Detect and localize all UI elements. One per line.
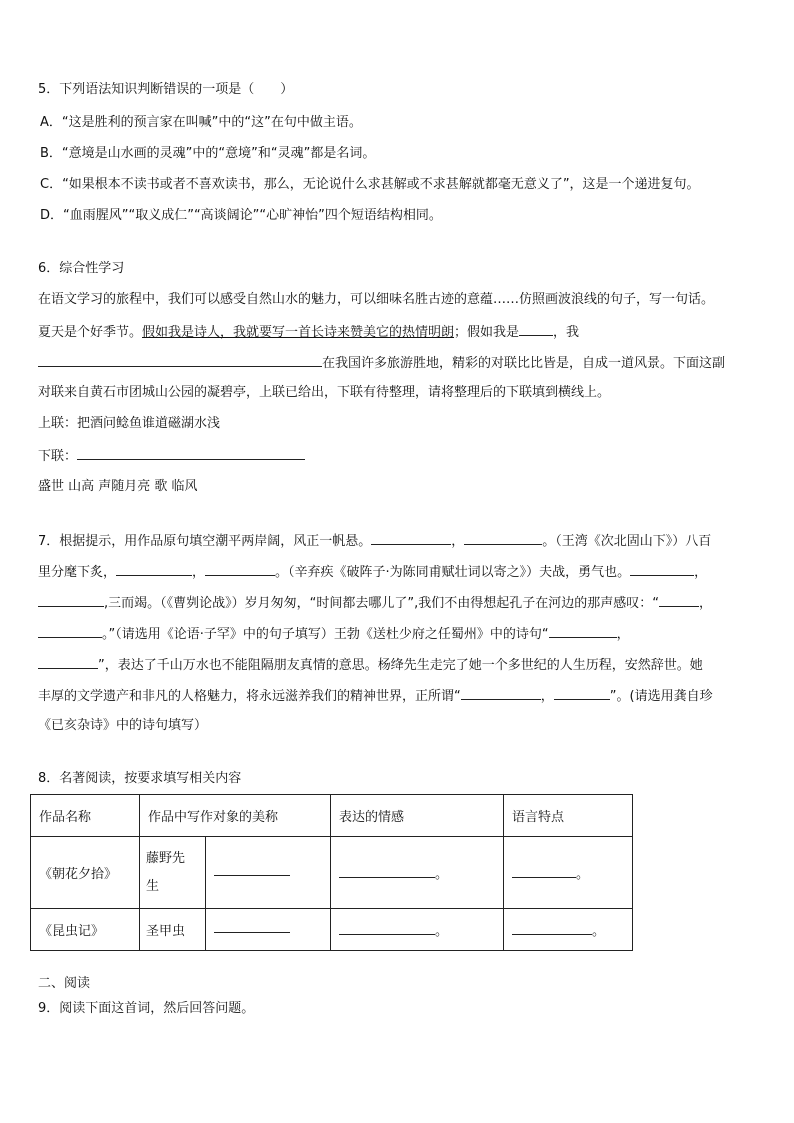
row-blank-cell: 。 — [331, 837, 504, 909]
row-blank-cell — [205, 837, 330, 909]
q5-option-a: A．“这是胜利的预言家在叫喊”中的“这”在句中做主语。 — [40, 115, 362, 130]
answer-blank[interactable] — [38, 656, 98, 669]
q9-stem: 9．阅读下面这首词，然后回答问题。 — [38, 1001, 255, 1016]
row-blank-cell: 。 — [331, 909, 504, 951]
header-language: 语言特点 — [504, 795, 633, 837]
row-work: 《昆虫记》 — [31, 909, 140, 951]
q7-line7: 《已亥杂诗》中的诗句填写） — [38, 718, 208, 733]
answer-blank[interactable] — [38, 354, 322, 367]
row-subject: 圣甲虫 — [140, 909, 206, 951]
q5-stem: 5．下列语法知识判断错误的一项是（ ） — [38, 82, 294, 97]
answer-blank[interactable] — [214, 922, 290, 933]
table-row — [31, 837, 633, 909]
answer-blank[interactable] — [38, 625, 102, 638]
header-subject: 作品中写作对象的美称 — [140, 795, 331, 837]
answer-blank[interactable] — [554, 687, 610, 700]
q5-option-b: B．“意境是山水画的灵魂”中的“意境”和“灵魂”都是名词。 — [40, 146, 376, 161]
q7-line6: 丰厚的文学遗产和非凡的人格魅力，将永远滋养我们的精神世界，正所谓“ ， ”。(请选用龚自珍 — [38, 689, 713, 704]
answer-blank[interactable] — [549, 625, 617, 638]
row-blank-cell: 。 — [504, 837, 633, 909]
answer-blank[interactable] — [519, 323, 553, 336]
section2-title: 二、阅读 — [38, 976, 91, 991]
answer-blank[interactable] — [371, 532, 451, 545]
header-emotion: 表达的情感 — [331, 795, 504, 837]
q6-line1: 在语文学习的旅程中，我们可以感受自然山水的魅力，可以细味名胜古迹的意蕴……仿照画波浪线的句子，写一句话。 — [38, 292, 715, 307]
table-header-row — [31, 795, 633, 837]
answer-blank[interactable] — [116, 563, 192, 576]
row-blank-cell: 。 — [504, 909, 633, 951]
row-subject: 藤野先生 — [140, 837, 206, 909]
header-work: 作品名称 — [31, 795, 140, 837]
q6-line3: 在我国许多旅游胜地，精彩的对联比比皆是，自成一道风景。下面这副 — [38, 354, 725, 372]
q6-line4: 对联来自黄石市团城山公园的凝碧亭，上联已给出，下联有待整理，请将整理后的下联填到横线上。 — [38, 385, 611, 400]
row-blank-cell — [205, 909, 330, 951]
q7-line4: 。”（请选用《论语·子罕》中的句子填写）王勃《送杜少府之任蜀州》中的诗句“ ， — [38, 625, 630, 643]
row-work: 《朝花夕拾》 — [31, 837, 140, 909]
answer-blank[interactable] — [38, 594, 104, 607]
answer-blank[interactable] — [659, 594, 699, 607]
answer-blank[interactable] — [214, 865, 290, 876]
q5-option-c: C．“如果根本不读书或者不喜欢读书，那么，无论说什么求甚解或不求甚解就都毫无意义了”，这是一个递进复句。 — [40, 177, 700, 192]
q6-word-bank: 盛世 山高 声随月亮 歌 临风 — [38, 479, 198, 494]
q6-lower-couplet: 下联： — [38, 447, 305, 465]
answer-blank[interactable] — [464, 532, 542, 545]
q7-line3: ,三而竭。（《曹刿论战》）岁月匆匆，“时间都去哪儿了”,我们不由得想起孔子在河边的那声感叹：“ ， — [38, 594, 712, 612]
answer-blank[interactable] — [630, 563, 694, 576]
q8-table — [30, 794, 633, 951]
q6-upper-couplet: 上联：把酒问鲶鱼谁道磁湖水浅 — [38, 416, 221, 431]
q7-line1: 7．根据提示，用作品原句填空潮平两岸阔，风正一帆悬。 ， 。（王湾《次北固山下》）八百 — [38, 534, 712, 549]
q8-title: 8．名著阅读，按要求填写相关内容 — [38, 771, 242, 786]
answer-blank[interactable] — [512, 867, 576, 878]
answer-blank[interactable] — [339, 867, 435, 878]
q6-title: 6．综合性学习 — [38, 261, 125, 276]
answer-blank[interactable] — [339, 924, 435, 935]
table-row — [31, 909, 633, 951]
q7-line5: ”，表达了千山万水也不能阻隔朋友真情的意思。杨绛先生走完了她一个多世纪的人生历程，安然辞世。她 — [38, 656, 703, 674]
wavy-underlined-sentence: 假如我是诗人，我就要写一首长诗来赞美它的热情明朗 — [142, 325, 455, 340]
q6-line2: 夏天是个好季节。假如我是诗人，我就要写一首长诗来赞美它的热情明朗；假如我是 ，我 — [38, 325, 580, 340]
answer-blank[interactable] — [512, 924, 592, 935]
answer-blank[interactable] — [461, 687, 541, 700]
q5-option-d: D．“血雨腥风”“取义成仁”“高谈阔论”“心旷神怡”四个短语结构相同。 — [40, 208, 442, 223]
q7-line2: 里分麾下炙， ， 。（辛弃疾《破阵子·为陈同甫赋壮词以寄之》）夫战，勇气也。 ， — [38, 565, 708, 580]
lower-couplet-blank[interactable] — [77, 447, 305, 460]
answer-blank[interactable] — [205, 563, 275, 576]
